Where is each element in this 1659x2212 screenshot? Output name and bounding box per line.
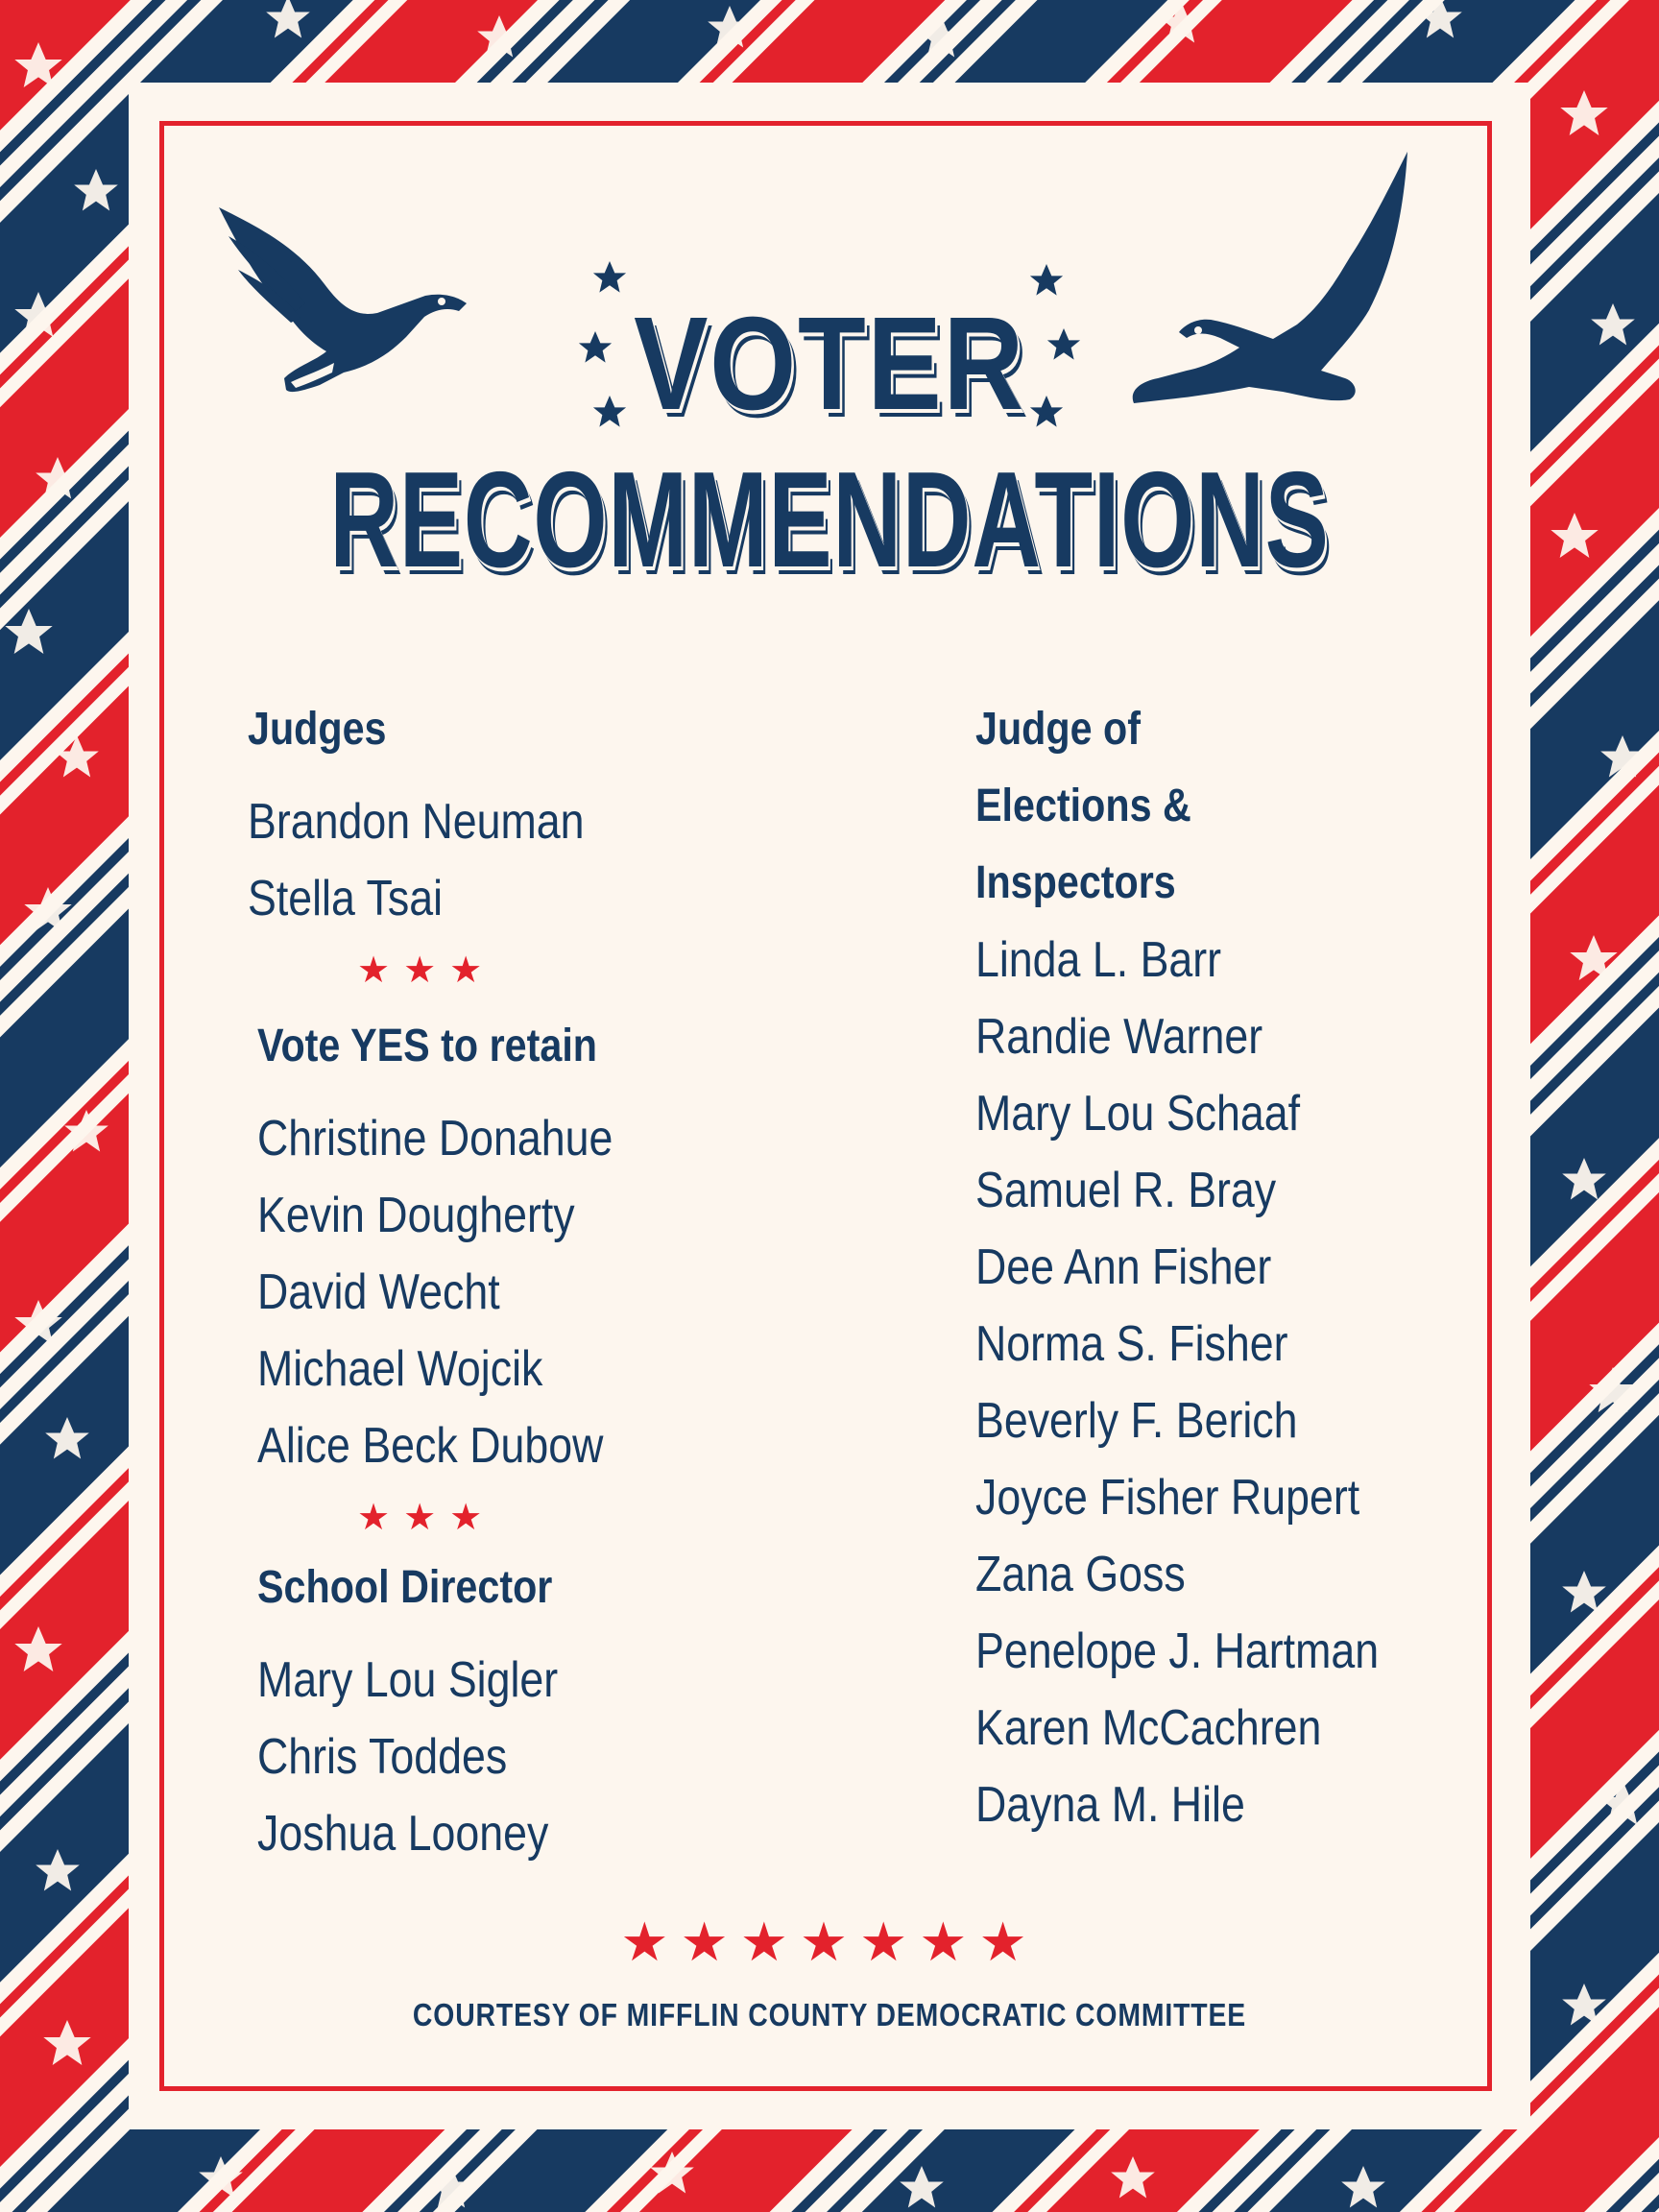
elections-heading: Inspectors: [975, 857, 1176, 908]
right-column: [975, 691, 1445, 1843]
retain-name: David Wecht: [257, 1264, 500, 1320]
retain-name: Christine Donahue: [257, 1111, 613, 1166]
retain-heading: Vote YES to retain: [257, 1021, 598, 1071]
school-heading: School Director: [257, 1562, 553, 1613]
inspector-name: Dee Ann Fisher: [975, 1239, 1272, 1295]
inspector-name: Penelope J. Hartman: [975, 1623, 1380, 1679]
title-recommendations: RECOMMENDATIONS: [329, 444, 1330, 596]
school-section: [257, 1550, 607, 1872]
elections-heading: Elections &: [975, 781, 1191, 831]
inspector-name: Samuel R. Bray: [975, 1163, 1277, 1218]
courtesy-line: COURTESY OF MIFFLIN COUNTY DEMOCRATIC COMMITTEE: [412, 1997, 1247, 2032]
star-divider: ★★★: [357, 1498, 496, 1538]
inspector-name: Randie Warner: [975, 1009, 1263, 1065]
school-name: Mary Lou Sigler: [257, 1652, 559, 1708]
school-name: Joshua Looney: [257, 1806, 549, 1862]
inspector-name: Beverly F. Berich: [975, 1393, 1298, 1449]
inspector-name: Joyce Fisher Rupert: [975, 1470, 1360, 1526]
title-voter: VOTER: [634, 290, 1025, 438]
inspector-name: Dayna M. Hile: [975, 1777, 1245, 1833]
retain-name: Kevin Dougherty: [257, 1188, 575, 1243]
judge-name: Stella Tsai: [248, 871, 444, 926]
retain-name: Michael Wojcik: [257, 1341, 543, 1397]
left-column: [248, 691, 639, 937]
retain-name: Alice Beck Dubow: [257, 1418, 604, 1474]
inspector-name: Norma S. Fisher: [975, 1316, 1288, 1372]
judges-heading: Judges: [248, 704, 387, 755]
inspector-name: Linda L. Barr: [975, 932, 1222, 988]
bottom-star-row: ★★★★★★★: [620, 1911, 1039, 1972]
judge-name: Brandon Neuman: [248, 794, 585, 850]
inspector-name: Zana Goss: [975, 1547, 1186, 1602]
star-divider: ★★★: [357, 950, 496, 991]
elections-heading: Judge of: [975, 704, 1141, 755]
school-name: Chris Toddes: [257, 1729, 508, 1785]
inspector-name: Mary Lou Schaaf: [975, 1086, 1301, 1142]
inspector-name: Karen McCachren: [975, 1700, 1322, 1756]
retain-section: [257, 1008, 671, 1484]
